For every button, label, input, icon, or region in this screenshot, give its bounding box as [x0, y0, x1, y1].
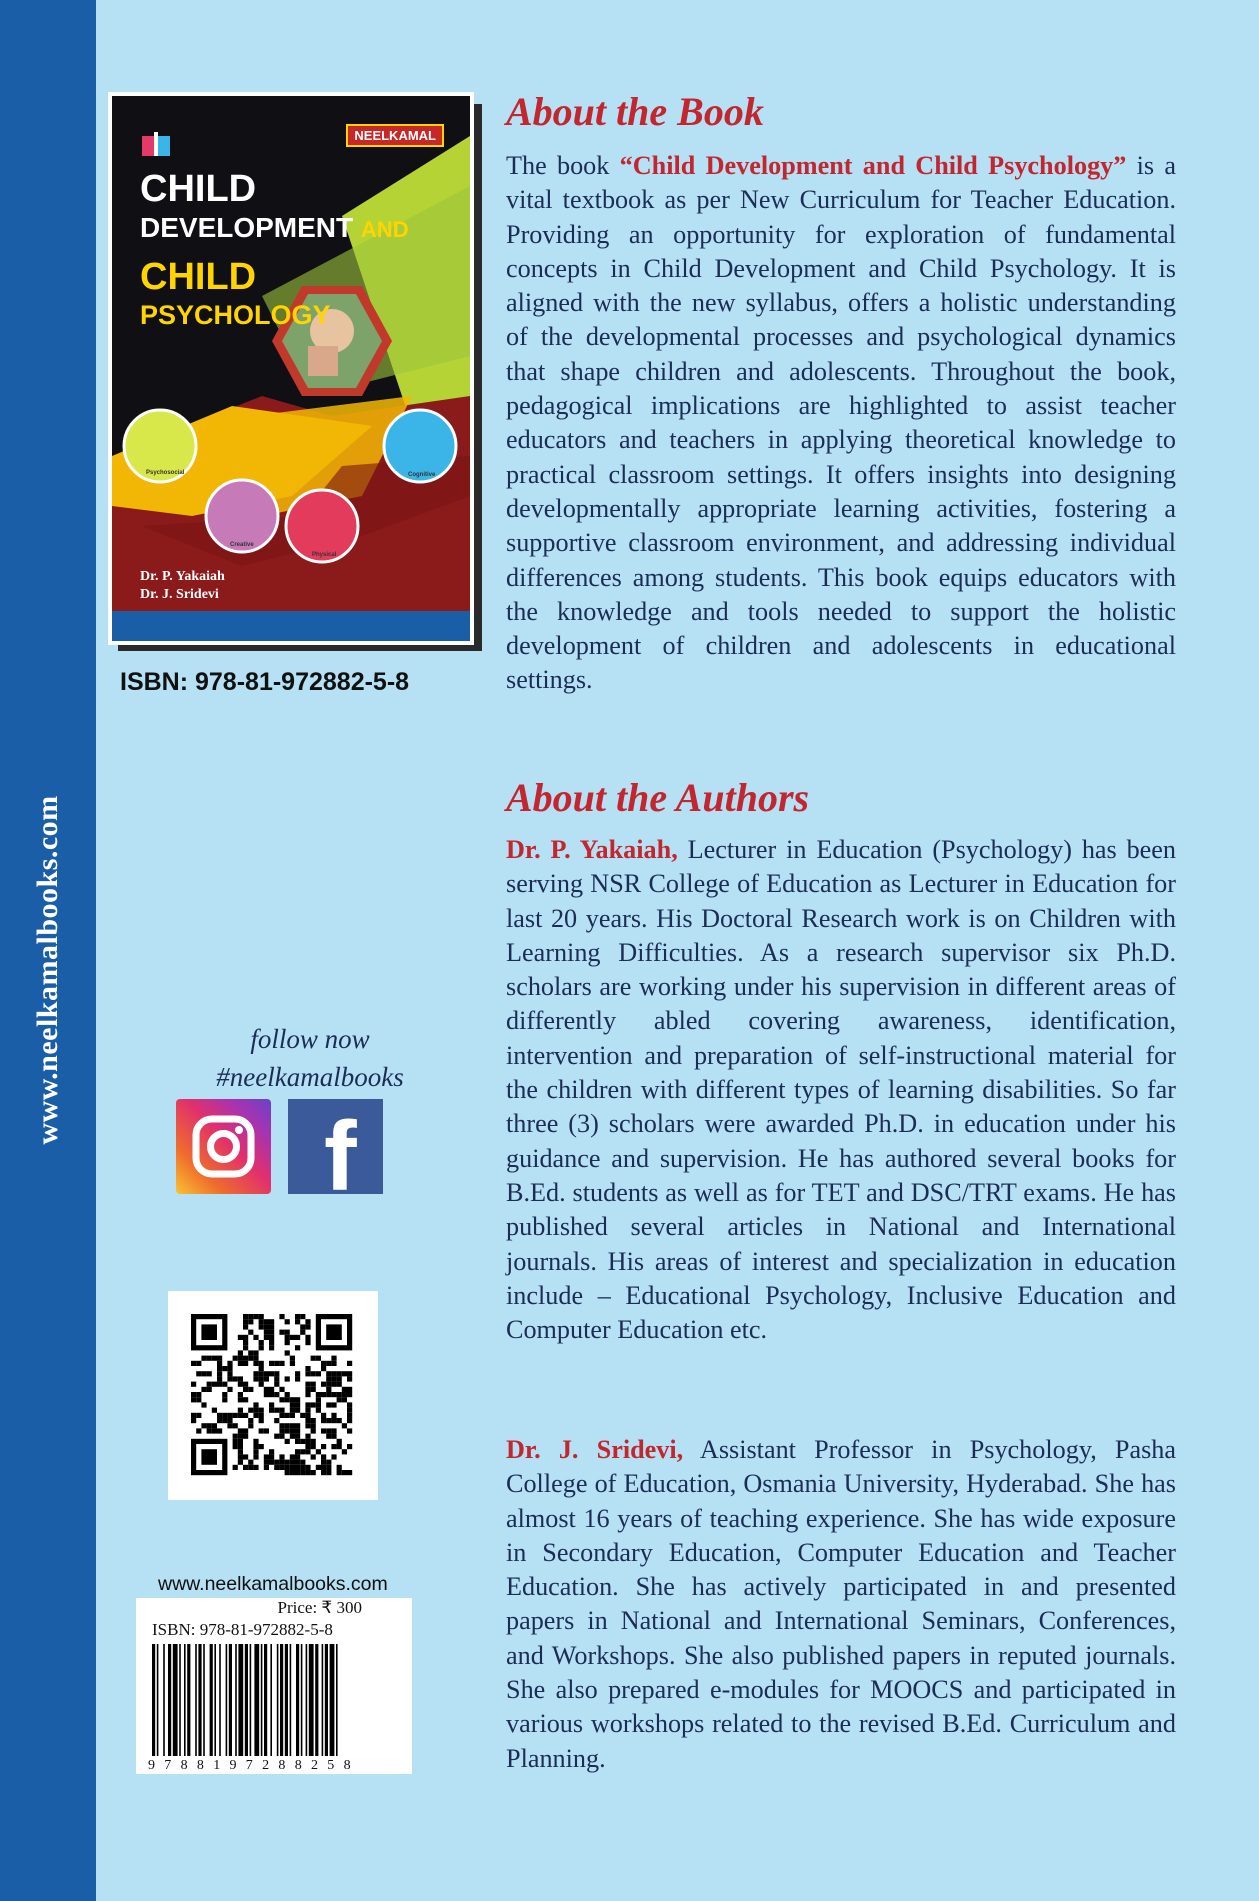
qr-code-image	[168, 1291, 378, 1500]
about-authors-heading: About the Authors	[506, 775, 810, 820]
cover-circle-label: Physical	[312, 552, 337, 558]
cover-author: Dr. P. Yakaiah	[140, 569, 225, 584]
follow-line: follow now	[250, 1024, 370, 1054]
qr-code	[168, 1291, 378, 1500]
cover-title-line: CHILD	[140, 168, 257, 210]
book-title-quote: “Child Development and Child Psychology”	[619, 151, 1127, 180]
author1-bio	[506, 833, 1176, 1347]
cover-title-line: PSYCHOLOGY	[140, 300, 331, 330]
cover-authors	[140, 568, 225, 604]
instagram-glyph-icon	[176, 1099, 271, 1194]
author2-bio	[506, 1433, 1176, 1776]
barcode-bars	[152, 1644, 398, 1756]
author2-bio-text: Assistant Professor in Psychology, Pasha College of Education, Osmania University, Hyderabad. She has almost 16 years of teaching experience. She has wide exposure in Secondary Education, Computer Education and Teacher Education. She has actively participated in and presented papers in National and International Seminars, Conferences, and Workshops. She also published papers in reputed journals. She also prepared e-modules for MOOCS and participated in various workshops related to the revised B.Ed. Curriculum and Planning.	[506, 1435, 1177, 1773]
barcode-isbn: ISBN: 978-81-972882-5-8	[152, 1620, 333, 1639]
book-cover	[108, 92, 474, 645]
cover-circle-label: Creative	[230, 542, 254, 548]
cover-title-and: AND	[360, 217, 409, 242]
barcode-digits: 9788197288258	[148, 1758, 360, 1773]
cover-art	[112, 96, 470, 641]
barcode-panel	[136, 1598, 412, 1774]
about-book-intro: The book	[506, 151, 620, 180]
instagram-icon[interactable]	[176, 1099, 271, 1194]
author2-name: Dr. J. Sridevi,	[506, 1435, 684, 1464]
price-label: Price: ₹ 300	[277, 1598, 362, 1617]
cover-circle-label: Psychosocial	[146, 470, 185, 476]
about-book-heading: About the Book	[506, 89, 764, 134]
isbn-label: ISBN: 978-81-972882-5-8	[120, 668, 410, 696]
publisher-logo-icon	[142, 132, 172, 158]
follow-text	[200, 1020, 420, 1096]
cover-bottom-bar	[112, 611, 470, 641]
cover-title-line	[140, 214, 409, 242]
about-book-text	[506, 149, 1176, 698]
cover-title-development: DEVELOPMENT	[140, 212, 354, 243]
barcode-website-url: www.neelkamalbooks.com	[158, 1573, 388, 1595]
cover-author: Dr. J. Sridevi	[140, 587, 219, 603]
facebook-glyph: f	[324, 1101, 357, 1194]
cover-title-line: CHILD	[140, 256, 257, 298]
author1-name: Dr. P. Yakaiah,	[506, 835, 678, 864]
spine-website-url: www.neelkamalbooks.com	[31, 795, 64, 1145]
cover-publisher-badge: NEELKAMAL	[346, 124, 444, 147]
author1-bio-text: Lecturer in Education (Psychology) has been serving NSR College of Education as Lecturer in Education for last 20 years. His Doctoral Research work is on Children with Learning Difficulties. As a research supervisor six Ph.D. scholars are working under his supervision in different areas of differently abled covering awareness, identification, intervention and preparation of self-instructional material for the children with different types of learning disabilities. So far three (3) scholars were awarded Ph.D. in education under his guidance and supervision. He has authored several books for B.Ed. students as well as for TET and DSC/TRT exams. He has published several articles in National and International journals. His areas of interest and specialization in education include – Educational Psychology, Inclusive Education and Computer Education etc.	[506, 835, 1176, 1345]
hashtag-line: #neelkamalbooks	[216, 1062, 404, 1092]
facebook-icon[interactable]	[288, 1099, 383, 1194]
about-book-body: is a vital textbook as per New Curriculum for Teacher Education. Providing an opportunity for exploration of fundamental concepts in Child Development and Child Psychology. It is aligned with the new syllabus, offers a holistic understanding of the developmental processes and psychological dynamics that shape children and adolescents. Throughout the book, pedagogical implications are highlighted to assist teacher educators and teachers in applying theoretical knowledge to practical classroom settings. It offers insights into designing developmentally appropriate learning activities, fostering a supportive classroom environment, and addressing individual differences among students. This book equips educators with the knowledge and tools needed to support the holistic development of children and adolescents in educational settings.	[506, 151, 1176, 695]
cover-circle-label: Cognitive	[408, 472, 436, 478]
